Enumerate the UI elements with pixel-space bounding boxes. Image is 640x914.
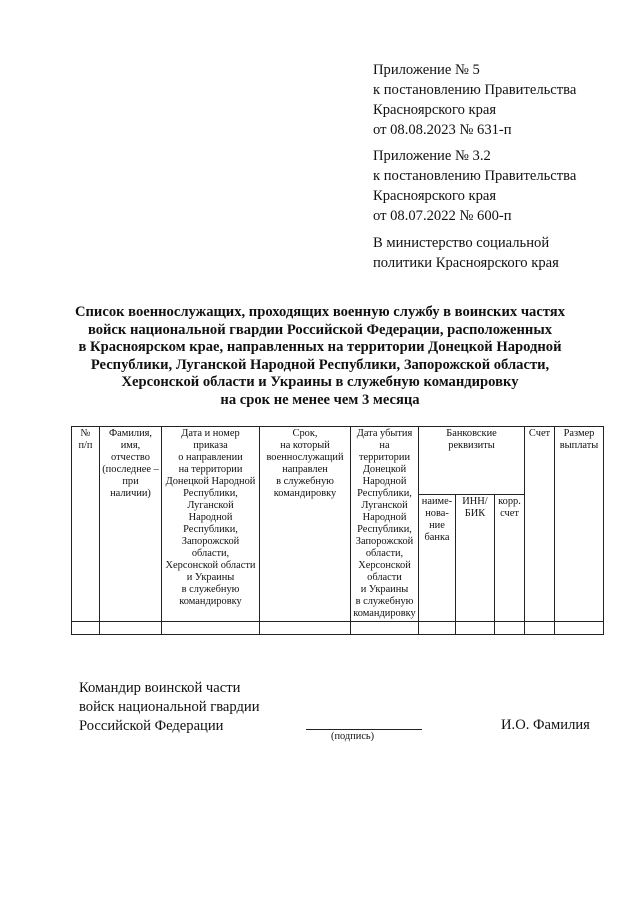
appendix-3-2-line: к постановлению Правительства <box>373 168 577 184</box>
header-text: Народной <box>362 512 407 523</box>
header-text: Дата и номер <box>181 428 240 439</box>
header-text: о направлении <box>178 452 243 463</box>
header-text: приказа <box>193 440 228 451</box>
appendix-5-line: к постановлению Правительства <box>373 82 577 98</box>
appendix-3-2-line: Красноярского края <box>373 188 497 204</box>
header-text: БИК <box>464 507 486 519</box>
col-payment-header <box>555 427 604 622</box>
recipient-line: В министерство социальной <box>373 235 550 251</box>
header-text: Республики, <box>183 524 238 535</box>
header-text: Срок, <box>292 428 318 439</box>
appendix-3-2-line: от 08.07.2022 № 600-п <box>373 208 512 224</box>
header-text: при <box>122 476 139 487</box>
table-row <box>72 622 604 635</box>
header-text: Счет <box>528 428 551 439</box>
title-line: Список военнослужащих, проходящих военную службу в воинских частях <box>74 304 565 320</box>
header-text: области, <box>191 548 230 559</box>
header-text: Размер <box>563 428 595 439</box>
header-text: командировку <box>273 488 337 499</box>
title-line: войск национальной гвардии Российской Федерации, расположенных <box>87 321 553 338</box>
table-cell <box>456 622 495 635</box>
header-text: командировку <box>353 608 416 619</box>
header-text: ИНН/ <box>462 495 488 507</box>
signature-line <box>306 729 422 730</box>
signature-caption: (подпись) <box>331 731 375 742</box>
header-text: в служебную <box>276 476 334 487</box>
header-text: счет <box>500 507 519 519</box>
header-text: реквизиты <box>448 440 495 451</box>
title-line: Республики, Луганской Народной Республики, Запорожской области, <box>90 356 550 373</box>
header-text: (последнее – <box>102 464 159 475</box>
appendix-3-2-line: Приложение № 3.2 <box>373 148 491 164</box>
header-text: Народной <box>362 476 407 487</box>
signatory-name: И.О. Фамилия <box>501 717 590 733</box>
header-text: отчество <box>111 452 150 463</box>
table-cell <box>495 622 525 635</box>
header-text: в служебную <box>181 584 240 595</box>
header-text: Народной <box>188 512 233 523</box>
header-text: выплаты <box>559 440 599 451</box>
header-text: области <box>367 572 402 583</box>
col-bank-name-header <box>419 494 456 622</box>
header-text: и Украины <box>186 572 235 583</box>
header-text: командировку <box>179 596 242 607</box>
commander-line: войск национальной гвардии <box>79 699 260 715</box>
header-text: нова- <box>425 507 449 519</box>
recipient-line: политики Красноярского края <box>373 255 559 271</box>
commander-line: Российской Федерации <box>79 718 224 734</box>
col-bank-header <box>419 427 525 495</box>
header-text: Запорожской <box>355 536 414 547</box>
header-text: № <box>80 428 91 439</box>
servicemen-table <box>71 426 604 635</box>
header-text: Донецкой <box>362 464 407 475</box>
table-cell <box>260 622 351 635</box>
col-term-header <box>260 427 351 622</box>
header-text: банка <box>424 531 450 543</box>
table-cell <box>555 622 604 635</box>
header-text: корр. <box>498 495 521 507</box>
appendix-5-block <box>373 60 576 140</box>
header-text: Банковские <box>446 428 497 439</box>
header-text: ние <box>429 519 445 531</box>
header-text: и Украины <box>360 584 409 595</box>
header-text: Республики, <box>357 524 412 535</box>
header-text: Запорожской <box>181 536 240 547</box>
header-text: военнослужащий <box>266 452 344 463</box>
appendix-3-2-block <box>373 146 576 226</box>
header-text: Херсонской <box>358 560 411 571</box>
header-text: п/п <box>78 440 93 451</box>
col-inn-header <box>456 494 495 622</box>
header-text: имя, <box>120 440 141 451</box>
appendix-5-line: от 08.08.2023 № 631-п <box>373 122 512 138</box>
header-text: территории <box>358 452 411 463</box>
header-text: наиме- <box>421 495 453 507</box>
col-corr-header <box>495 494 525 622</box>
header-text: наличии) <box>110 488 151 499</box>
header-text: на <box>379 440 390 451</box>
table-cell <box>100 622 162 635</box>
header-text: Дата убытия <box>356 428 413 439</box>
header-text: области, <box>365 548 404 559</box>
commander-line: Командир воинской части <box>79 680 241 696</box>
title-line: Херсонской области и Украины в служебную командировку <box>121 374 519 390</box>
table-cell <box>419 622 456 635</box>
header-text: на территории <box>178 464 243 475</box>
table-cell <box>162 622 260 635</box>
col-name-header <box>100 427 162 622</box>
col-order-header <box>162 427 260 622</box>
commander-block <box>79 679 260 736</box>
header-text: Республики, <box>183 488 238 499</box>
col-number-header <box>72 427 100 622</box>
header-text: Луганской <box>187 500 234 511</box>
header-text: на который <box>280 440 330 451</box>
appendix-5-line: Приложение № 5 <box>373 62 480 78</box>
header-text: Херсонской области <box>165 560 256 571</box>
title-line: на срок не менее чем 3 месяца <box>220 391 420 408</box>
table-cell <box>72 622 100 635</box>
col-departure-header <box>351 427 419 622</box>
header-text: направлен <box>282 464 328 475</box>
title-line: в Красноярском крае, направленных на территории Донецкой Народной <box>78 339 562 355</box>
header-text: Донецкой Народной <box>165 476 256 487</box>
header-text: Луганской <box>361 500 408 511</box>
header-text: Фамилия, <box>108 428 153 439</box>
document-title <box>60 304 580 409</box>
header-text: в служебную <box>355 596 414 607</box>
table-cell <box>525 622 555 635</box>
header-text: Республики, <box>357 488 412 499</box>
recipient-block <box>373 233 559 273</box>
col-account-header <box>525 427 555 622</box>
table-cell <box>351 622 419 635</box>
appendix-5-line: Красноярского края <box>373 102 497 118</box>
